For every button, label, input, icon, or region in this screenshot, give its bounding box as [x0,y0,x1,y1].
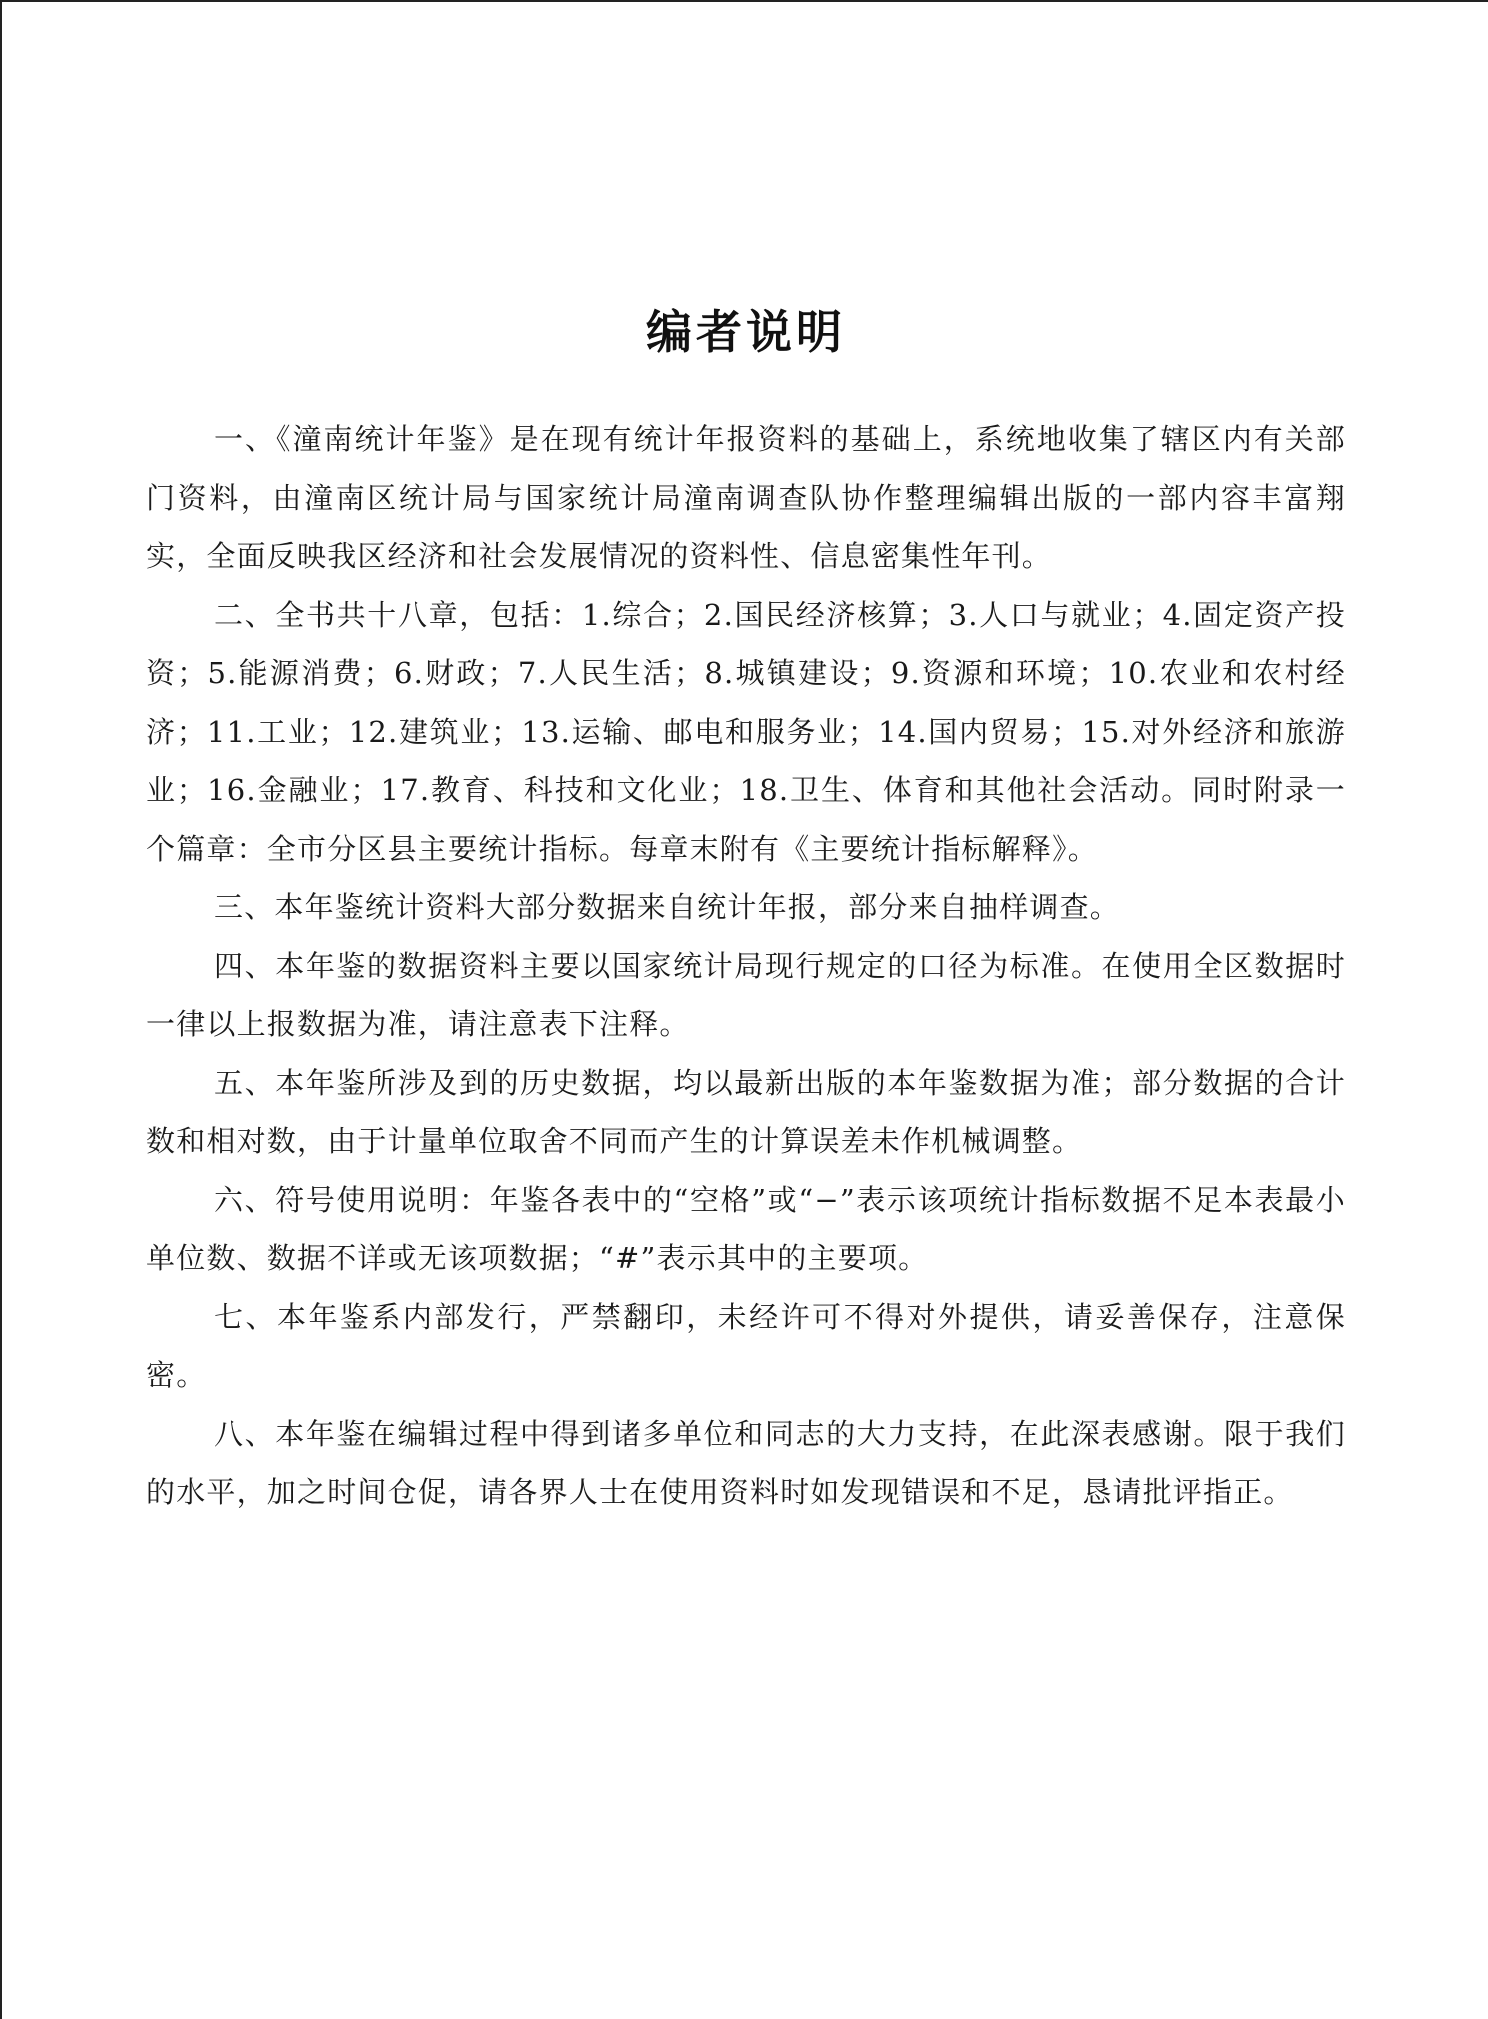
paragraph-2: 二、全书共十八章，包括：1.综合；2.国民经济核算；3.人口与就业；4.固定资产投资；5.能源消费；6.财政；7.人民生活；8.城镇建设；9.资源和环境；10.农业和农村经济；11.工业；12.建筑业；13.运输、邮电和服务业；14.国内贸易；15.对外经济和旅游业；16.金融业；17.教育、科技和文化业；18.卫生、体育和其他社会活动。同时附录一个篇章：全市分区县主要统计指标。每章末附有《主要统计指标解释》。 [146,597,1346,866]
paragraph-1: 一、《潼南统计年鉴》是在现有统计年报资料的基础上，系统地收集了辖区内有关部门资料，由潼南区统计局与国家统计局潼南调查队协作整理编辑出版的一部内容丰富翔实，全面反映我区经济和社会发展情况的资料性、信息密集性年刊。 [146,422,1346,573]
document-body [146,410,1346,1522]
paragraph-7: 七、本年鉴系内部发行，严禁翻印，未经许可不得对外提供，请妥善保存，注意保密。 [146,1299,1346,1392]
paragraph-8: 八、本年鉴在编辑过程中得到诸多单位和同志的大力支持，在此深表感谢。限于我们的水平，加之时间仓促，请各界人士在使用资料时如发现错误和不足，恳请批评指正。 [146,1416,1346,1509]
paragraph-3: 三、本年鉴统计资料大部分数据来自统计年报，部分来自抽样调查。 [214,890,1121,924]
page-title: 编者说明 [646,305,846,359]
paragraph-6: 六、符号使用说明：年鉴各表中的“空格”或“−”表示该项统计指标数据不足本表最小单位数、数据不详或无该项数据；“#”表示其中的主要项。 [146,1182,1346,1275]
paragraph-5: 五、本年鉴所涉及到的历史数据，均以最新出版的本年鉴数据为准；部分数据的合计数和相对数，由于计量单位取舍不同而产生的计算误差未作机械调整。 [146,1065,1346,1158]
paragraph-4: 四、本年鉴的数据资料主要以国家统计局现行规定的口径为标准。在使用全区数据时一律以上报数据为准，请注意表下注释。 [146,948,1346,1041]
